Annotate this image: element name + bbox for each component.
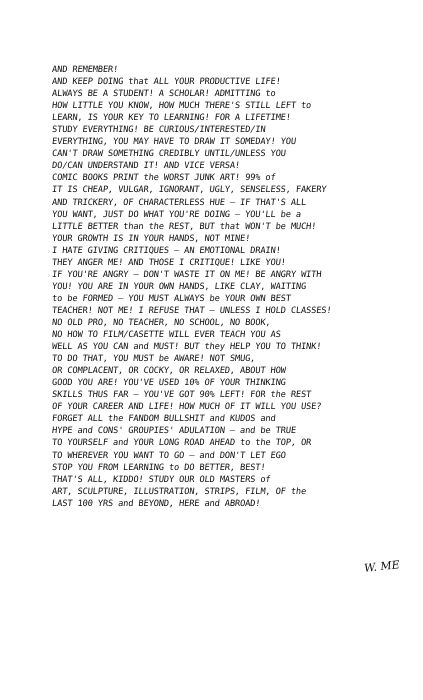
letter-line: LITTLE BETTER than the REST, BUT that WON'T be MUCH!	[51, 221, 317, 232]
letter-line: OF YOUR CAREER AND LIFE! HOW MUCH OF IT WILL YOU USE?	[51, 402, 322, 413]
letter-line: IF YOU'RE ANGRY — DON'T WASTE IT ON ME! BE ANGRY WITH	[51, 269, 322, 280]
letter-line: I HATE GIVING CRITIQUES — AN EMOTIONAL DRAIN!	[51, 245, 282, 256]
letter-line: AND KEEP DOING that ALL YOUR PRODUCTIVE LIFE!	[51, 77, 282, 88]
letter-line: THEY ANGER ME! AND THOSE I CRITIQUE! LIKE YOU!	[51, 257, 287, 268]
letter-line: AND TRICKERY, OF CHARACTERLESS HUE — IF THAT'S ALL	[51, 197, 307, 208]
signature: W. ME	[363, 558, 401, 575]
letter-line: TO YOURSELF and YOUR LONG ROAD AHEAD to the TOP, OR	[51, 438, 312, 449]
letter-line: DO/CAN UNDERSTAND IT! AND VICE VERSA!	[51, 161, 241, 172]
letter-line: GOOD YOU ARE! YOU'VE USED 10% OF YOUR THINKING	[51, 378, 287, 389]
letter-line: NO HOW TO FILM/CASETTE WILL EVER TEACH YOU AS	[51, 330, 282, 341]
letter-line: TO DO THAT, YOU MUST be AWARE! NOT SMUG,	[51, 354, 256, 365]
letter-line: FORGET ALL the FANDOM BULLSHIT and KUDOS and	[51, 414, 277, 425]
letter-line: to be FORMED — YOU MUST ALWAYS be YOUR OWN BEST	[51, 293, 292, 304]
letter-line: YOU! YOU ARE IN YOUR OWN HANDS, LIKE CLAY, WAITING	[51, 281, 307, 292]
letter-line: LAST 100 YRS and BEYOND, HERE and ABROAD!	[51, 498, 261, 509]
letter-line: HOW LITTLE YOU KNOW, HOW MUCH THERE'S STILL LEFT to	[51, 101, 312, 112]
letter-line: IT IS CHEAP, VULGAR, IGNORANT, UGLY, SENSELESS, FAKERY	[51, 185, 327, 196]
letter-line: HYPE and CONS' GROUPIES' ADULATION — and be TRUE	[51, 426, 297, 437]
letter-line: TEACHER! NOT ME! I REFUSE THAT — UNLESS I HOLD CLASSES!	[51, 305, 332, 316]
letter-line: STOP YOU FROM LEARNING to DO BETTER, BEST!	[51, 462, 266, 473]
letter-line: THAT'S ALL, KIDDO! STUDY OUR OLD MASTERS of	[51, 474, 271, 485]
letter-line: SKILLS THUS FAR — YOU'VE GOT 90% LEFT! FOR the REST	[51, 390, 312, 401]
letter-line: EVERYTHING, YOU MAY HAVE TO DRAW IT SOMEDAY! YOU	[51, 137, 297, 148]
letter-line: ALWAYS BE A STUDENT! A SCHOLAR! ADMITTING to	[51, 89, 277, 100]
handwritten-letter	[52, 64, 382, 510]
letter-line: YOUR GROWTH IS IN YOUR HANDS, NOT MINE!	[51, 233, 251, 244]
letter-line: TO WHEREVER YOU WANT TO GO — and DON'T LET EGO	[51, 450, 287, 461]
letter-line: CAN'T DRAW SOMETHING CREDIBLY UNTIL/UNLESS YOU	[51, 149, 287, 160]
letter-line: YOU WANT, JUST DO WHAT YOU'RE DOING — YOU'LL be a	[51, 209, 302, 220]
letter-line: ART, SCULPTURE, ILLUSTRATION, STRIPS, FILM, OF the	[51, 486, 307, 497]
letter-line: STUDY EVERYTHING! BE CURIOUS/INTERESTED/IN	[51, 125, 266, 136]
letter-line: OR COMPLACENT, OR COCKY, OR RELAXED, ABOUT HOW	[51, 366, 287, 377]
letter-line: AND REMEMBER!	[51, 65, 119, 75]
letter-line: NO OLD PRO, NO TEACHER, NO SCHOOL, NO BOOK,	[51, 317, 271, 328]
letter-line: LEARN, IS YOUR KEY TO LEARNING! FOR A LIFETIME!	[51, 113, 292, 124]
letter-line: COMIC BOOKS PRINT the WORST JUNK ART! 99% of	[51, 173, 277, 184]
letter-line: WELL AS YOU CAN and MUST! BUT they HELP YOU TO THINK!	[51, 342, 322, 353]
